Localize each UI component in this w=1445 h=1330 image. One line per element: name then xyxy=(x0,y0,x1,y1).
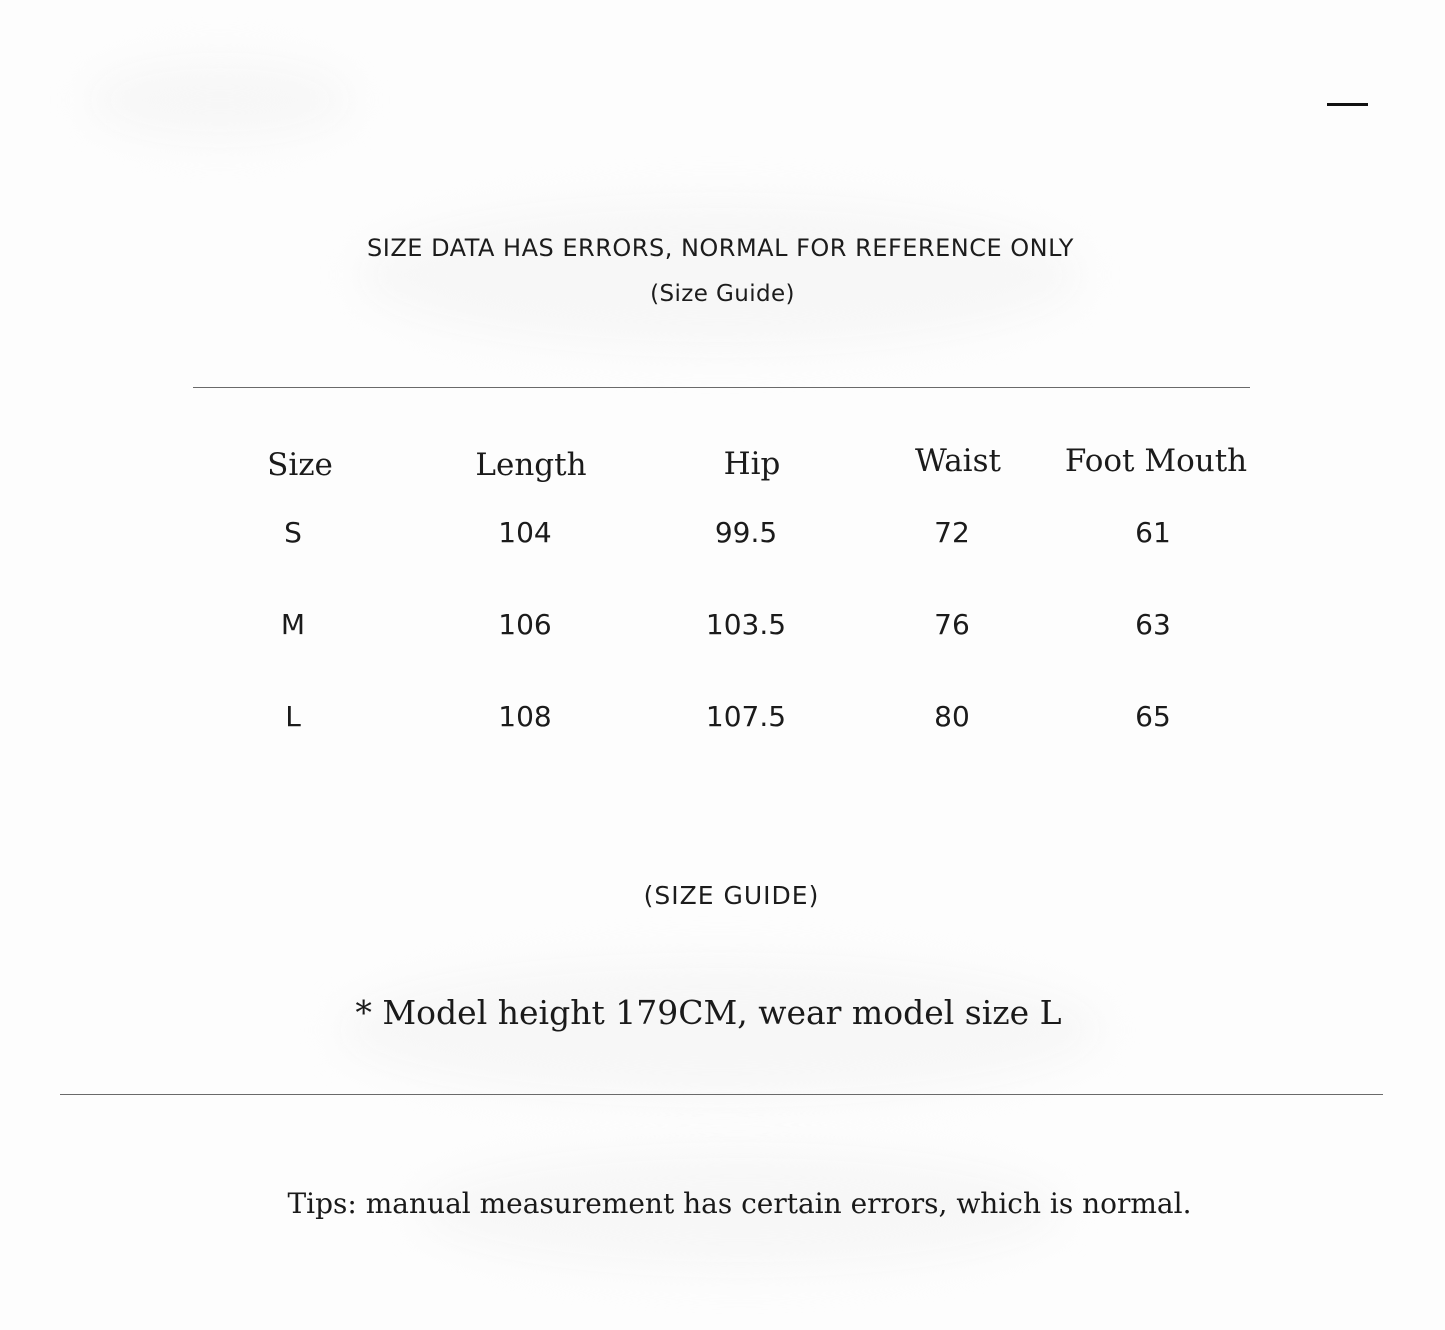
table-cell-size: S xyxy=(284,516,302,549)
column-header-waist: Waist xyxy=(915,443,1001,479)
size-guide-label: (SIZE GUIDE) xyxy=(643,881,820,910)
table-cell-waist: 80 xyxy=(934,700,970,733)
divider xyxy=(60,1094,1383,1095)
table-cell-waist: 72 xyxy=(934,516,970,549)
divider xyxy=(193,387,1250,388)
minimize-dash-icon xyxy=(1327,103,1368,106)
column-header-hip: Hip xyxy=(723,446,781,482)
size-guide-subtitle: (Size Guide) xyxy=(650,281,795,307)
table-cell-length: 108 xyxy=(498,700,552,733)
table-cell-length: 106 xyxy=(498,608,552,641)
table-cell-foot-mouth: 65 xyxy=(1135,700,1171,733)
column-header-length: Length xyxy=(475,447,587,483)
table-cell-length: 104 xyxy=(498,516,552,549)
model-height-note: * Model height 179CM, wear model size L xyxy=(355,993,1062,1032)
column-header-size: Size xyxy=(267,447,333,483)
background-halo xyxy=(360,200,1080,350)
table-cell-foot-mouth: 61 xyxy=(1135,516,1171,549)
table-cell-hip: 103.5 xyxy=(705,608,787,641)
measurement-tips: Tips: manual measurement has certain errors, which is normal. xyxy=(287,1187,1192,1220)
table-cell-hip: 99.5 xyxy=(714,516,778,549)
table-cell-waist: 76 xyxy=(934,608,970,641)
column-header-foot-mouth: Foot Mouth xyxy=(1064,443,1248,479)
table-cell-size: L xyxy=(285,700,301,733)
background-halo xyxy=(90,60,350,140)
table-cell-hip: 107.5 xyxy=(705,700,787,733)
table-cell-size: M xyxy=(280,608,306,641)
size-disclaimer: SIZE DATA HAS ERRORS, NORMAL FOR REFERENCE ONLY xyxy=(367,234,1074,262)
table-cell-foot-mouth: 63 xyxy=(1135,608,1171,641)
